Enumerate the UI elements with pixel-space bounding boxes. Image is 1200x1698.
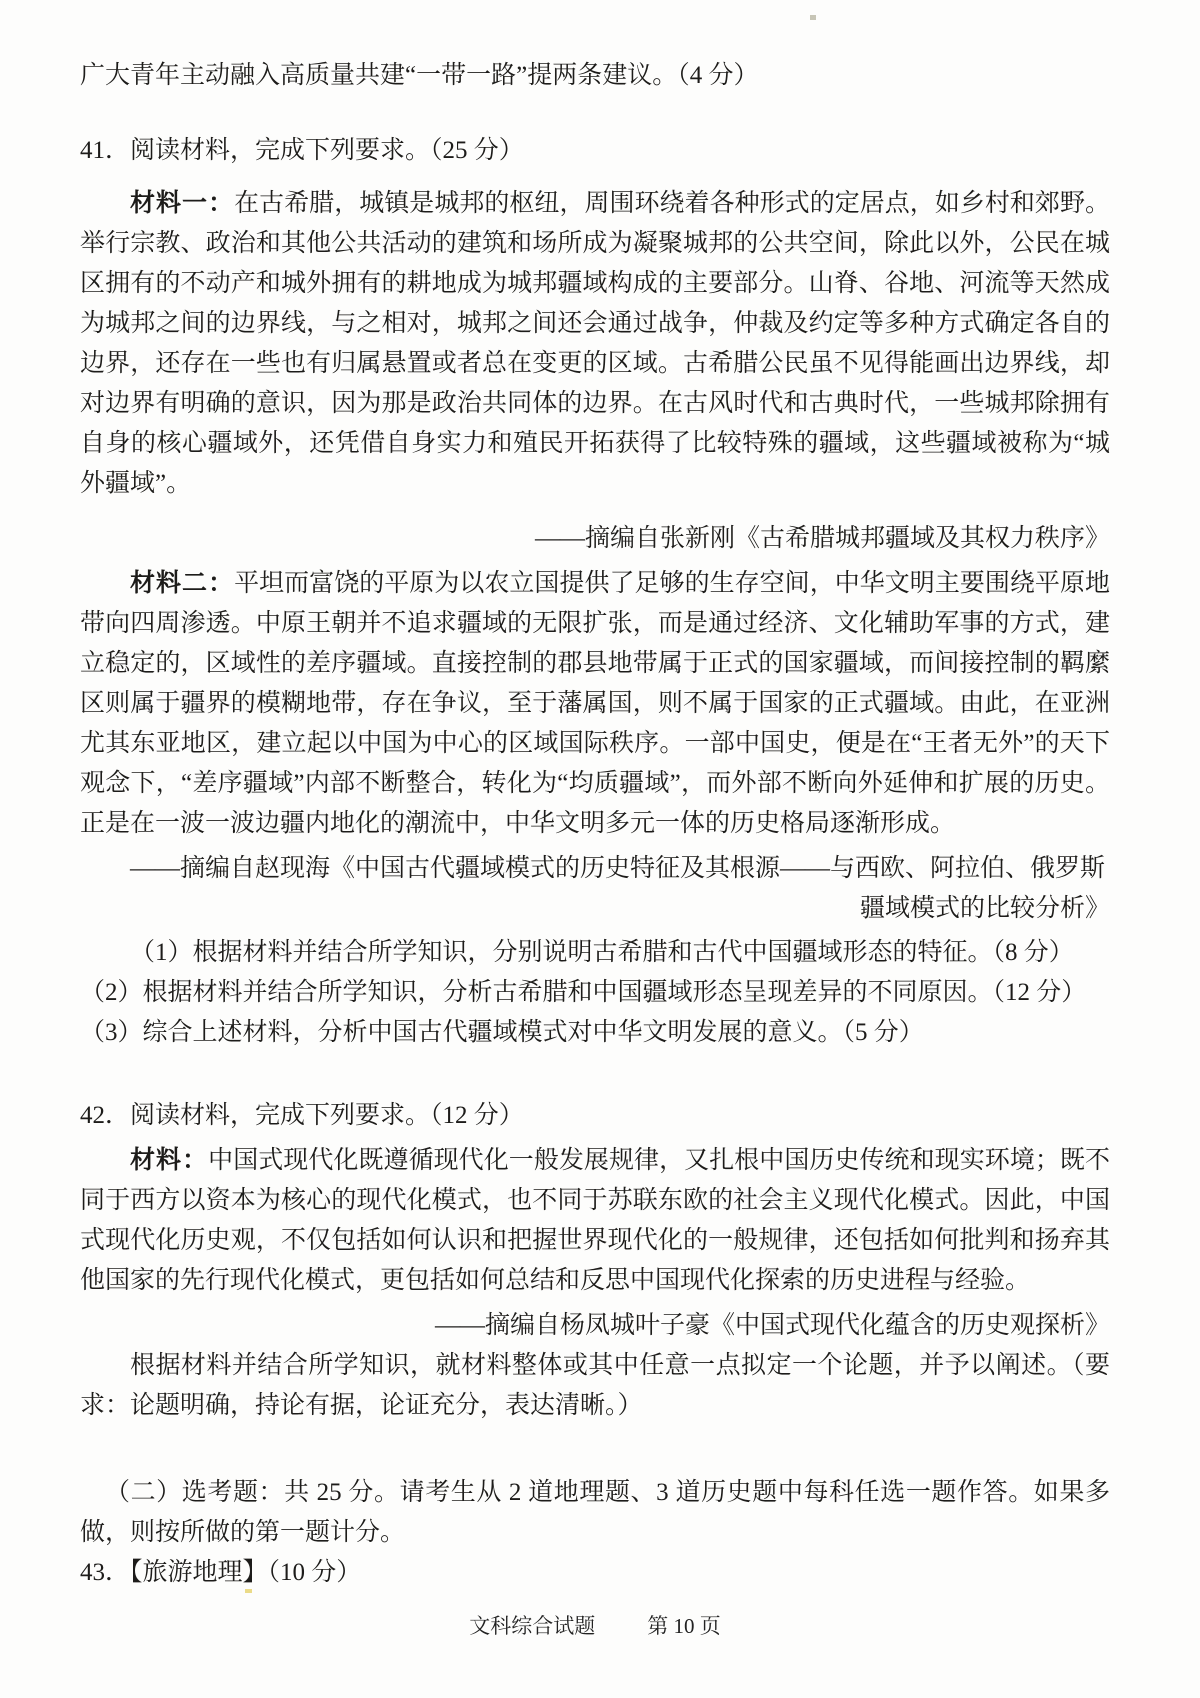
footer-doc-title: 文科综合试题 — [469, 1614, 596, 1638]
subquestion-1: （1）根据材料并结合所学知识，分别说明古希腊和古代中国疆域形态的特征。（8 分） — [130, 939, 1074, 966]
scan-artifact-top — [810, 15, 816, 20]
subquestion-3: （3）综合上述材料，分析中国古代疆域模式对中华文明发展的意义。（5 分） — [80, 1019, 924, 1046]
subquestion-2: （2）根据材料并结合所学知识，分析古希腊和中国疆域形态呈现差异的不同原因。（12 分） — [80, 979, 1087, 1006]
material-2-text: 平坦而富饶的平原为以农立国提供了足够的生存空间，中华文明主要围绕平原地带向四周渗透。中原王朝并不追求疆域的无限扩张，而是通过经济、文化辅助军事的方式，建立稳定的，区域性的差序疆域。直接控制的郡县地带属于正式的国家疆域，而间接控制的羁縻区则属于疆界的模糊地带，存在争议，至于藩属国，则不属于国家的正式疆域。由此，在亚洲尤其东亚地区，建立起以中国为中心的区域国际秩序。一部中国史，便是在“王者无外”的天下观念下，“差序疆域”内部不断整合，转化为“均质疆域”，而外部不断向外延伸和扩展的历史。正是在一波一波边疆内地化的潮流中，中华文明多元一体的历史格局逐渐形成。 — [80, 570, 1110, 837]
question-42-task: 根据材料并结合所学知识，就材料整体或其中任意一点拟定一个论题，并予以阐述。（要求：论题明确，持论有据，论证充分，表达清晰。） — [80, 1352, 1110, 1419]
scan-artifact-bottom — [245, 1589, 252, 1593]
question-41-subquestions — [80, 933, 1110, 1053]
material-3-label: 材料： — [130, 1146, 209, 1174]
material-1-source: ——摘编自张新刚《古希腊城邦疆域及其权力秩序》 — [534, 525, 1110, 552]
section-2-note: （二）选考题：共 25 分。请考生从 2 道地理题、3 道历史题中每科任选一题作答。如果多做，则按所做的第一题计分。 — [80, 1479, 1110, 1546]
question-43-header: 43．【旅游地理】（10 分） — [80, 1559, 362, 1586]
question-42-header: 42．阅读材料，完成下列要求。（12 分） — [80, 1102, 524, 1129]
material-2-label: 材料二： — [130, 569, 235, 597]
material-1-text: 在古希腊，城镇是城邦的枢纽，周围环绕着各种形式的定居点，如乡村和郊野。举行宗教、政治和其他公共活动的建筑和场所成为凝聚城邦的公共空间，除此以外，公民在城区拥有的不动产和城外拥有的耕地成为城邦疆域构成的主要部分。山脊、谷地、河流等天然成为城邦之间的边界线，与之相对，城邦之间还会通过战争，仲裁及约定等多种方式确定各自的边界，还存在一些也有归属悬置或者总在变更的区域。古希腊公民虽不见得能画出边界线，却对边界有明确的意识，因为那是政治共同体的边界。在古风时代和古典时代，一些城邦除拥有自身的核心疆域外，还凭借自身实力和殖民开拓获得了比较特殊的疆域，这些疆域被称为“城外疆域”。 — [80, 190, 1110, 497]
footer-page-number: 第 10 页 — [647, 1614, 721, 1638]
question-41-header: 41．阅读材料，完成下列要求。（25 分） — [80, 137, 524, 164]
material-1-label: 材料一： — [130, 189, 235, 217]
material-2-source-line1: ——摘编自赵现海《中国古代疆域模式的历史特征及其根源——与西欧、阿拉伯、俄罗斯 — [130, 855, 1106, 882]
material-1-paragraph — [80, 183, 1110, 504]
material-2-source — [80, 849, 1110, 929]
material-3-paragraph — [80, 1140, 1110, 1301]
intro-line: 广大青年主动融入高质量共建“一带一路”提两条建议。（4 分） — [80, 62, 759, 89]
material-2-source-line2: 疆域模式的比较分析》 — [859, 895, 1110, 922]
material-3-source: ——摘编自杨凤城叶子豪《中国式现代化蕴含的历史观探析》 — [434, 1312, 1110, 1339]
material-2-paragraph — [80, 563, 1110, 844]
page-footer — [80, 1609, 1110, 1643]
material-3-text: 中国式现代化既遵循现代化一般发展规律，又扎根中国历史传统和现实环境；既不同于西方以资本为核心的现代化模式，也不同于苏联东欧的社会主义现代化模式。因此，中国式现代化历史观，不仅包括如何认识和把握世界现代化的一般规律，还包括如何批判和扬弃其他国家的先行现代化模式，更包括如何总结和反思中国现代化探索的历史进程与经验。 — [80, 1147, 1110, 1294]
